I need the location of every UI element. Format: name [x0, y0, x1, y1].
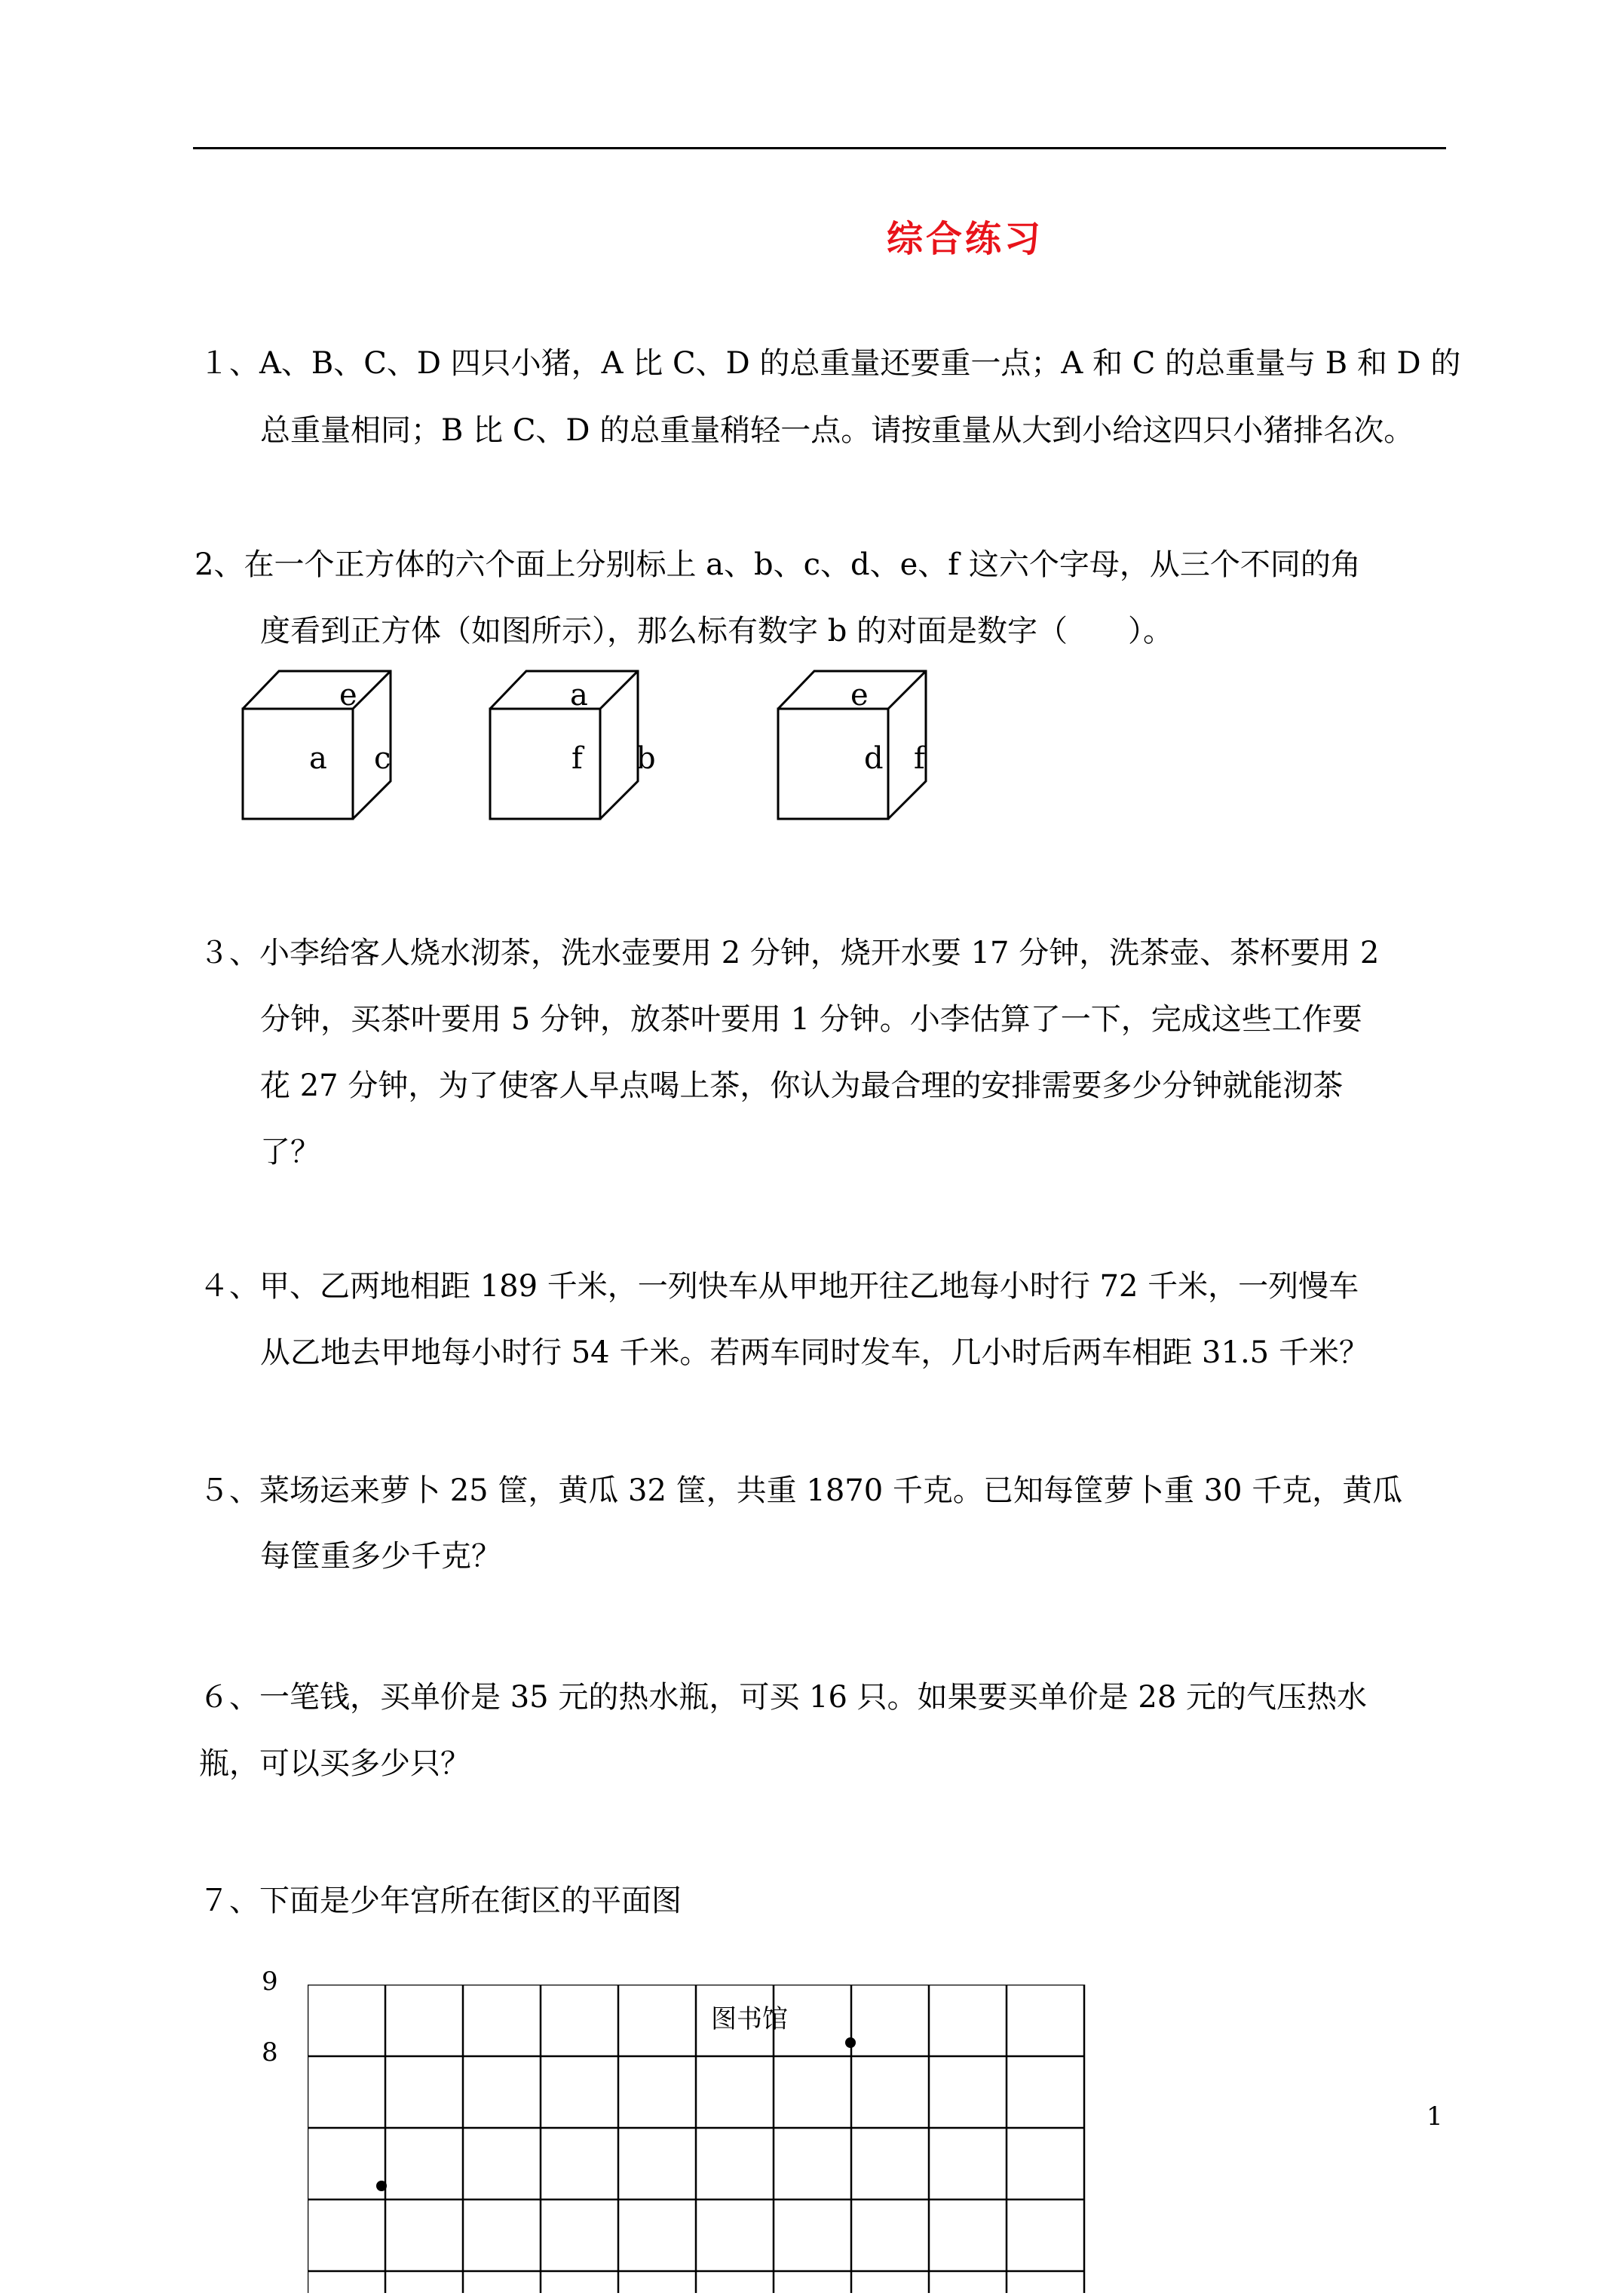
- q3-line-4: 了？: [260, 1135, 320, 1169]
- cube-1-top-letter: e: [339, 678, 357, 713]
- cube-3: [777, 670, 935, 827]
- q5-line-1: ５、菜场运来萝卜 25 筐，黄瓜 32 筐，共重 1870 千克。已知每筐萝卜重 30 千克，黄瓜: [199, 1473, 1403, 1508]
- page-title: 综合练习: [886, 218, 1043, 260]
- q2-line-2: 度看到正方体（如图所示），那么标有数字 b 的对面是数字（ ）。: [260, 614, 1174, 648]
- cube-3-top-letter: e: [850, 678, 869, 713]
- cube-2: [489, 670, 656, 827]
- map-point: [376, 2181, 387, 2191]
- page-number: 1: [1426, 2101, 1443, 2132]
- grid-y-label-9: 9: [262, 1966, 278, 1997]
- q3-line-1: ３、小李给客人烧水沏茶，洗水壶要用 2 分钟，烧开水要 17 分钟，洗茶壶、茶杯要用 2: [199, 936, 1380, 970]
- cube-3-front-letter: d: [864, 741, 884, 776]
- cube-1: [241, 670, 400, 827]
- q1-line-1: １、A、B、C、D 四只小猪，A 比 C、D 的总重量还要重一点；A 和 C 的总重量与 B 和 D 的: [199, 346, 1461, 381]
- q7-line-1: ７、下面是少年宫所在街区的平面图: [199, 1884, 682, 1918]
- q4-line-1: ４、甲、乙两地相距 189 千米，一列快车从甲地开往乙地每小时行 72 千米，一列慢车: [199, 1269, 1359, 1304]
- library-label: 图书馆: [711, 2004, 788, 2034]
- q5-line-2: 每筐重多少千克？: [260, 1539, 501, 1574]
- cube-3-side-letter: f: [914, 741, 925, 776]
- q3-line-2: 分钟，买茶叶要用 5 分钟，放茶叶要用 1 分钟。小李估算了一下，完成这些工作要: [260, 1002, 1362, 1037]
- cube-2-side-letter: b: [636, 741, 656, 776]
- header-rule: [193, 147, 1446, 149]
- cube-2-top-letter: a: [570, 678, 588, 713]
- grid-y-label-8: 8: [262, 2037, 278, 2068]
- q3-line-3: 花 27 分钟，为了使客人早点喝上茶，你认为最合理的安排需要多少分钟就能沏茶: [260, 1068, 1344, 1103]
- street-map-grid: [308, 1985, 1092, 2296]
- q1-line-2: 总重量相同；B 比 C、D 的总重量稍轻一点。请按重量从大到小给这四只小猪排名次。: [260, 413, 1414, 448]
- cube-2-front-letter: f: [571, 741, 583, 776]
- q2-line-1: 2、在一个正方体的六个面上分别标上 a、b、c、d、e、f 这六个字母，从三个不同的角: [195, 547, 1361, 582]
- library-point: [845, 2037, 856, 2048]
- q4-line-2: 从乙地去甲地每小时行 54 千米。若两车同时发车，几小时后两车相距 31.5 千米？: [260, 1335, 1369, 1370]
- cube-1-side-letter: c: [374, 741, 391, 776]
- q6-line-2: 瓶，可以买多少只？: [199, 1746, 470, 1781]
- q6-line-1: ６、一笔钱，买单价是 35 元的热水瓶，可买 16 只。如果要买单价是 28 元的气压热水: [199, 1680, 1367, 1715]
- cube-1-front-letter: a: [309, 741, 327, 776]
